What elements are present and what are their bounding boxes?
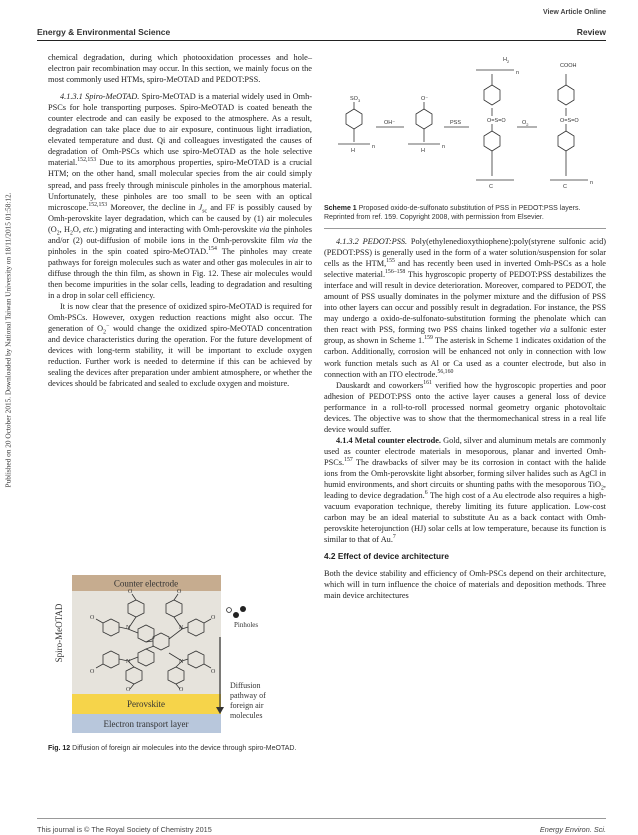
repeat-unit-n: n bbox=[442, 144, 446, 150]
hydrogen-label: H bbox=[421, 148, 425, 154]
methoxy-group: O bbox=[128, 589, 133, 595]
journal-name: Energy & Environmental Science bbox=[37, 27, 171, 37]
carbon-label: C bbox=[489, 184, 493, 190]
paragraph: It is now clear that the presence of oxidized spiro-MeOTAD is required for Omh-PSCs. However, oxygen reduction reactions might also occur. The generation of $O_2^-$ would change the oxidized spiro-MeOTAD concentration and device characteristics during the operation. For the future development of devices with long-term stability, it will be important to exclude oxygen reduction. Further work is needed to determine if this can be achieved by sealing the devices after preparation under ambient atmosphere, or whether the devices should be fabricated and sealed to exclude oxygen and moisture. bbox=[48, 302, 312, 389]
diffusion-label: Diffusion bbox=[230, 681, 261, 690]
repeat-unit-n: n bbox=[516, 70, 520, 76]
figure-12-diagram bbox=[48, 567, 312, 739]
diffusion-label: foreign air bbox=[230, 701, 264, 710]
repeat-unit-n: n bbox=[590, 180, 594, 186]
diffusion-label: pathway of bbox=[230, 691, 266, 700]
scheme-1-caption: Scheme 1 Proposed oxido-de-sulfonato substitution of PSS in PEDOT:PSS layers. Reprinted from ref. 159. Copyright 2008, with permission from Elsevier. bbox=[324, 205, 581, 221]
carbon-label: C bbox=[563, 184, 567, 190]
benzene-ring bbox=[346, 109, 362, 129]
methoxy-group: O bbox=[90, 615, 95, 621]
footer-journal: Energy Environ. Sci. bbox=[539, 825, 606, 834]
footer-copyright: This journal is © The Royal Society of Chemistry 2015 bbox=[37, 825, 212, 834]
repeat-unit-n: n bbox=[372, 144, 376, 150]
paragraph: chemical degradation, during which photooxidation processes and hole–electron pair recombination may occur. In this section, we mainly focus on the most commonly used HTMs, spiro-MeOTAD and PEDOT:PSS. bbox=[48, 53, 312, 85]
benzene-ring bbox=[558, 85, 574, 105]
cooh-label: COOH bbox=[560, 63, 577, 69]
benzene-ring bbox=[558, 131, 574, 151]
nitrogen-atom: N bbox=[179, 625, 184, 631]
nitrogen-atom: N bbox=[126, 625, 131, 631]
nitrogen-atom: N bbox=[126, 659, 131, 665]
scheme-rule bbox=[324, 228, 606, 229]
methoxy-group: O bbox=[211, 669, 216, 675]
pinholes-label: Pinholes bbox=[234, 621, 259, 629]
etl-label: Electron transport layer bbox=[103, 719, 189, 729]
paragraph: Both the device stability and efficiency of Omh-PSCs depend on their architecture, which will in turn influence the choice of materials and deposition methods. Three main device architectures bbox=[324, 569, 606, 601]
methoxy-group: O bbox=[179, 687, 184, 693]
benzene-ring bbox=[416, 109, 432, 129]
methoxy-group: O bbox=[177, 589, 182, 595]
paragraph: 4.1.3.1 Spiro-MeOTAD. Spiro-MeOTAD is a material widely used in Omh-PSCs for hole transporting purposes. Spiro-MeOTAD is coated beneath the counter electrode and can easily be exposed to the atmosphere. As a result, degradation can take place due to air exposure, continuous light irradiation, elevated temperature and dust. Qi and colleagues investigated the causes of degradation of Omh-PSCs which use spiro-MeOTAD as the hole selective material.$^{152,153}$ Due to its amorphous properties, spiro-MeOTAD is a crucial HTM; on the other hand, small molecular species from the air could simply spread, and pass freely through miniscule pinholes in the amorphous material. Unfortunately, these pinholes are too small to be seen with an optical microscope.$^{152,153}$ Moreover, the decline in $J_{sc}$ and FF is possibly caused by Omh-perovskite layer degradation, which can be caused by (1) air molecules ($O_2$, $H_2O$, etc.) migrating and interacting with Omh-perovskite via the pinholes and/or (2) out-diffusion of mobile ions in the Omh-perovskite film via the pinholes in the spin coated spiro-MeOTAD.$^{154}$ The pinholes may create pathways for foreign molecules such as water and other gas molecules in air to diffuse through the thin film, as shown in Fig. 12. These air molecules would then become impurities in the solar cells, leading to degradation and resulting in a drop in solar cell efficiency. bbox=[48, 92, 312, 300]
header-rule bbox=[37, 40, 606, 41]
download-stamp: Published on 20 October 2015. Downloaded by National Taiwan University on 18/11/2015 01:58:12. bbox=[3, 192, 13, 488]
nitrogen-atom: N bbox=[179, 659, 184, 665]
diffusion-label: molecules bbox=[230, 711, 263, 720]
figure-12-caption: Fig. 12 Diffusion of foreign air molecules into the device through spiro-MeOTAD. bbox=[48, 745, 297, 752]
methylene-label: $H_2$ bbox=[503, 57, 510, 64]
counter-electrode-label: Counter electrode bbox=[113, 578, 179, 589]
hydroxide-label: OH⁻ bbox=[384, 120, 396, 126]
methoxy-group: O bbox=[211, 615, 216, 621]
scheme-1 bbox=[324, 52, 606, 202]
footer-rule bbox=[37, 818, 606, 819]
spiro-meotad-axis-label: Spiro-MeOTAD bbox=[54, 603, 64, 663]
oxygen-label: $O_2$ bbox=[522, 120, 529, 127]
hydrogen-label: H bbox=[351, 148, 355, 154]
sulfonic-ester-label: O=S=O bbox=[487, 118, 506, 124]
paragraph: Dauskardt and coworkers$^{161}$ verified how the hygroscopic properties and poor adhesion of PEDOT:PSS onto the active layer causes a general loss of device performance in a roll-to-roll processed normal geometry organic photovoltaic devices. The objective was to show that the thermomechanical stress in a real life device would suffer. bbox=[324, 379, 606, 434]
spiro-layer bbox=[72, 591, 221, 694]
pinholes-icon bbox=[227, 606, 246, 618]
right-column bbox=[324, 236, 606, 602]
perovskite-label: Perovskite bbox=[127, 699, 165, 709]
methoxy-group: O bbox=[126, 687, 131, 693]
section-heading: 4.2 Effect of device architecture bbox=[324, 551, 449, 562]
scheme-1-diagram bbox=[324, 52, 606, 202]
section-label: Review bbox=[576, 27, 606, 37]
methoxy-group: O bbox=[90, 669, 95, 675]
pss-label: PSS bbox=[450, 120, 462, 126]
left-column bbox=[48, 52, 312, 389]
sulfonic-ester-label: O=S=O bbox=[560, 118, 579, 124]
so3-label: $SO_3$ bbox=[350, 96, 361, 103]
benzene-ring bbox=[484, 85, 500, 105]
paragraph: 4.1.3.2 PEDOT:PSS. Poly(ethylenedioxythiophene):poly(styrene sulfonic acid) (PEDOT:PSS) is generally used in the form of a water solution/suspension for solar cells as the HTM,$^{155}$ and has recently been used in inverted Omh-PSCs as a hole selective material.$^{156-158}$ This hygroscopic property of PEDOT:PSS destabilizes the interface and will result in device deterioration. Moreover, compared to PEDOT, the amount of PSS usually dominates in the polymer mixture and the diffusion of PSS into other layers can occur and possibly result in degradation. For instance, the PSS may undergo a oxido-de-sulfonato-substitution forming the phenolate which can then react with PSS, forming two PSS chains linked together via a sulfonic ester group, as shown in Scheme 1.$^{159}$ The asterisk in Scheme 1 indicates oxidation of the carbon. Additionally, corrosion will be enhanced not only in connection with low work function metals such as Al or Ca used as a counter electrode, but also in connection with an ITO electrode.$^{56,160}$ bbox=[324, 237, 607, 379]
phenolate-label: O⁻ bbox=[421, 96, 429, 102]
benzene-ring bbox=[484, 131, 500, 151]
figure-12 bbox=[48, 567, 312, 739]
paragraph: 4.1.4 Metal counter electrode. Gold, silver and aluminum metals are commonly used as counter electrode materials in mesoporous, planar and inverted Omh-PSCs.$^{157}$ The drawbacks of silver may be its corrosion in contact with the halide ions from the Omh-perovskite light absorber, forming silver halides such as AgCl in humid environments, and short circuits or shunting paths with the mesoporous TiO$_2$, leading to device degradation.$^6$ The high cost of a Au electrode also requires a high-vacuum evaporation technique, thereby limiting its future application. Low-cost carbon may be an ideal material to substitute Au as a back contact with Omh-perovskite heterojunction (HJ) solar cells at low temperature, because its function is similar to that of Au.$^7$ bbox=[324, 435, 607, 545]
view-article-online-link[interactable]: View Article Online bbox=[542, 9, 606, 16]
